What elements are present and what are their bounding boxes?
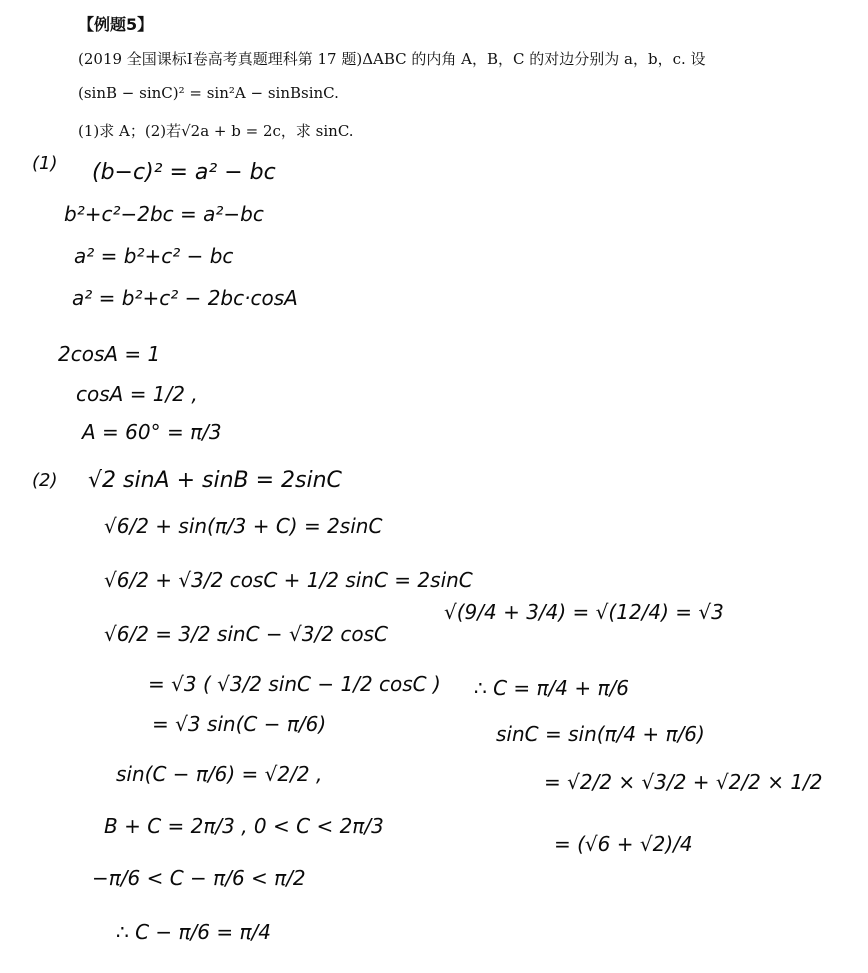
part2-label: (2) — [32, 470, 58, 491]
part1-step-6: cosA = 1/2 , — [76, 382, 198, 406]
part2-step-10: ∴ C − π/6 = π/4 — [116, 920, 271, 944]
part2-step-6: = √3 sin(C − π/6) — [152, 712, 327, 736]
part1-step-4: a² = b²+c² − 2bc·cosA — [72, 286, 298, 310]
part1-step-1: (b−c)² = a² − bc — [92, 160, 276, 185]
part2-step-5: = √3 ( √3/2 sinC − 1/2 cosC ) — [148, 672, 441, 696]
part2-step-1: √2 sinA + sinB = 2sinC — [88, 468, 342, 493]
side-calc-sqrt: √(9/4 + 3/4) = √(12/4) = √3 — [444, 600, 724, 624]
problem-line-1: (2019 全国课标Ⅰ卷高考真题理科第 17 题)ΔABC 的内角 A，B，C 的对边分别为 a，b，c. 设 — [78, 50, 706, 68]
part1-label: (1) — [32, 153, 58, 174]
side-step-c: ∴ C = π/4 + π/6 — [474, 676, 629, 700]
part1-step-2: b²+c²−2bc = a²−bc — [64, 202, 264, 226]
part1-step-5: 2cosA = 1 — [58, 342, 161, 366]
part2-step-7: sin(C − π/6) = √2/2 , — [116, 762, 323, 786]
side-step-expand: = √2/2 × √3/2 + √2/2 × 1/2 — [544, 770, 823, 794]
part2-step-3: √6/2 + √3/2 cosC + 1/2 sinC = 2sinC — [104, 568, 473, 592]
problem-title: 【例题5】 — [78, 15, 154, 34]
problem-line-3: (1)求 A；(2)若√2a + b = 2c，求 sinC. — [78, 122, 354, 140]
part1-step-7: A = 60° = π/3 — [82, 420, 222, 444]
part2-step-2: √6/2 + sin(π/3 + C) = 2sinC — [104, 514, 383, 538]
part2-step-9: −π/6 < C − π/6 < π/2 — [92, 866, 306, 890]
side-step-result: = (√6 + √2)/4 — [554, 832, 693, 856]
part1-step-3: a² = b²+c² − bc — [74, 244, 234, 268]
part2-step-8: B + C = 2π/3 , 0 < C < 2π/3 — [104, 814, 384, 838]
side-step-sin: sinC = sin(π/4 + π/6) — [496, 722, 705, 746]
part2-step-4: √6/2 = 3/2 sinC − √3/2 cosC — [104, 622, 388, 646]
problem-line-2: (sinB − sinC)² = sin²A − sinBsinC. — [78, 84, 339, 102]
